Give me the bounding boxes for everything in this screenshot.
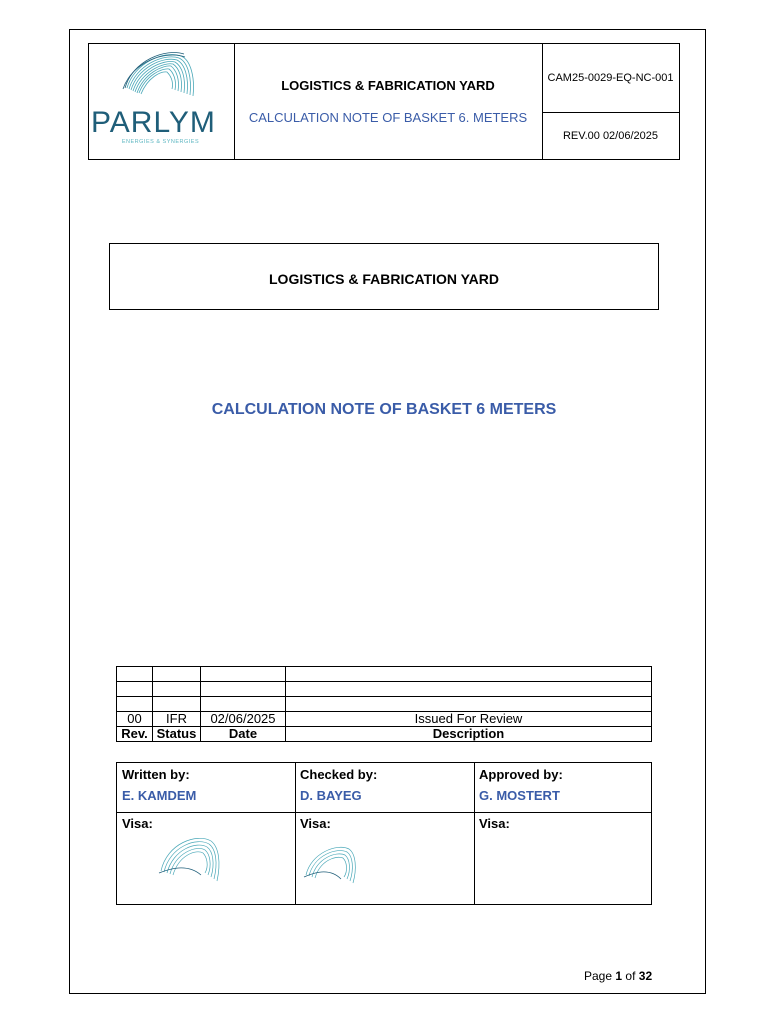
wave-logo-icon [89, 48, 234, 108]
checked-by-column [295, 763, 475, 904]
written-by-header [117, 763, 295, 813]
table-cell [153, 667, 201, 682]
signature-stamp-icon [157, 833, 223, 885]
table-row [117, 697, 652, 712]
signature-stamp-icon [303, 843, 359, 887]
document-code: CAM25-0029-EQ-NC-001 [547, 72, 674, 84]
approved-by-label: Approved by: [479, 767, 563, 782]
column-header-date: Date [201, 727, 286, 742]
table-cell [117, 667, 153, 682]
column-header-status: Status [153, 727, 201, 742]
revision-table [116, 666, 652, 742]
table-row [117, 682, 652, 697]
table-cell [117, 697, 153, 712]
approved-by-visa-label: Visa: [479, 816, 510, 831]
brand-name: PARLYM [91, 106, 216, 139]
signature-table [116, 762, 652, 905]
approved-by-header [474, 763, 651, 813]
revision-info: REV.00 02/06/2025 [562, 130, 658, 142]
table-cell [117, 682, 153, 697]
project-title: LOGISTICS & FABRICATION YARD [281, 78, 495, 93]
table-cell [201, 697, 286, 712]
header-title-cell [234, 44, 543, 159]
approved-by-name: G. MOSTERT [479, 788, 560, 803]
page-number: 1 [615, 969, 623, 983]
table-cell: 00 [117, 712, 153, 727]
column-header-rev: Rev. [117, 727, 153, 742]
table-cell [286, 697, 652, 712]
document-title: CALCULATION NOTE OF BASKET 6. METERS [248, 110, 528, 125]
revision-cell [542, 112, 679, 159]
table-cell [286, 682, 652, 697]
checked-by-visa-label: Visa: [300, 816, 331, 831]
column-header-description: Description [286, 727, 652, 742]
table-row [117, 712, 652, 727]
written-by-column [117, 763, 296, 904]
company-logo [89, 44, 235, 159]
table-cell: IFR [153, 712, 201, 727]
page-footer [584, 969, 652, 983]
project-title-box-label: LOGISTICS & FABRICATION YARD [269, 271, 499, 287]
table-cell [201, 682, 286, 697]
page-of-label: of [625, 969, 636, 983]
table-cell: 02/06/2025 [201, 712, 286, 727]
table-cell [286, 667, 652, 682]
table-cell [201, 667, 286, 682]
table-row [117, 667, 652, 682]
document-code-cell [542, 44, 679, 113]
document-header [88, 43, 680, 160]
page-total: 32 [638, 969, 653, 983]
main-title: CALCULATION NOTE OF BASKET 6 METERS [211, 401, 557, 418]
checked-by-label: Checked by: [300, 767, 378, 782]
written-by-label: Written by: [122, 767, 190, 782]
table-cell [153, 682, 201, 697]
table-header-row [117, 727, 652, 742]
brand-tagline: ENERGIES & SYNERGIES [121, 139, 200, 145]
written-by-visa-label: Visa: [122, 816, 153, 831]
project-title-box [109, 243, 659, 310]
table-cell: Issued For Review [286, 712, 652, 727]
page-label: Page [584, 969, 613, 983]
checked-by-name: D. BAYEG [300, 788, 362, 803]
approved-by-column [474, 763, 651, 904]
checked-by-header [295, 763, 474, 813]
table-cell [153, 697, 201, 712]
written-by-name: E. KAMDEM [122, 788, 197, 803]
